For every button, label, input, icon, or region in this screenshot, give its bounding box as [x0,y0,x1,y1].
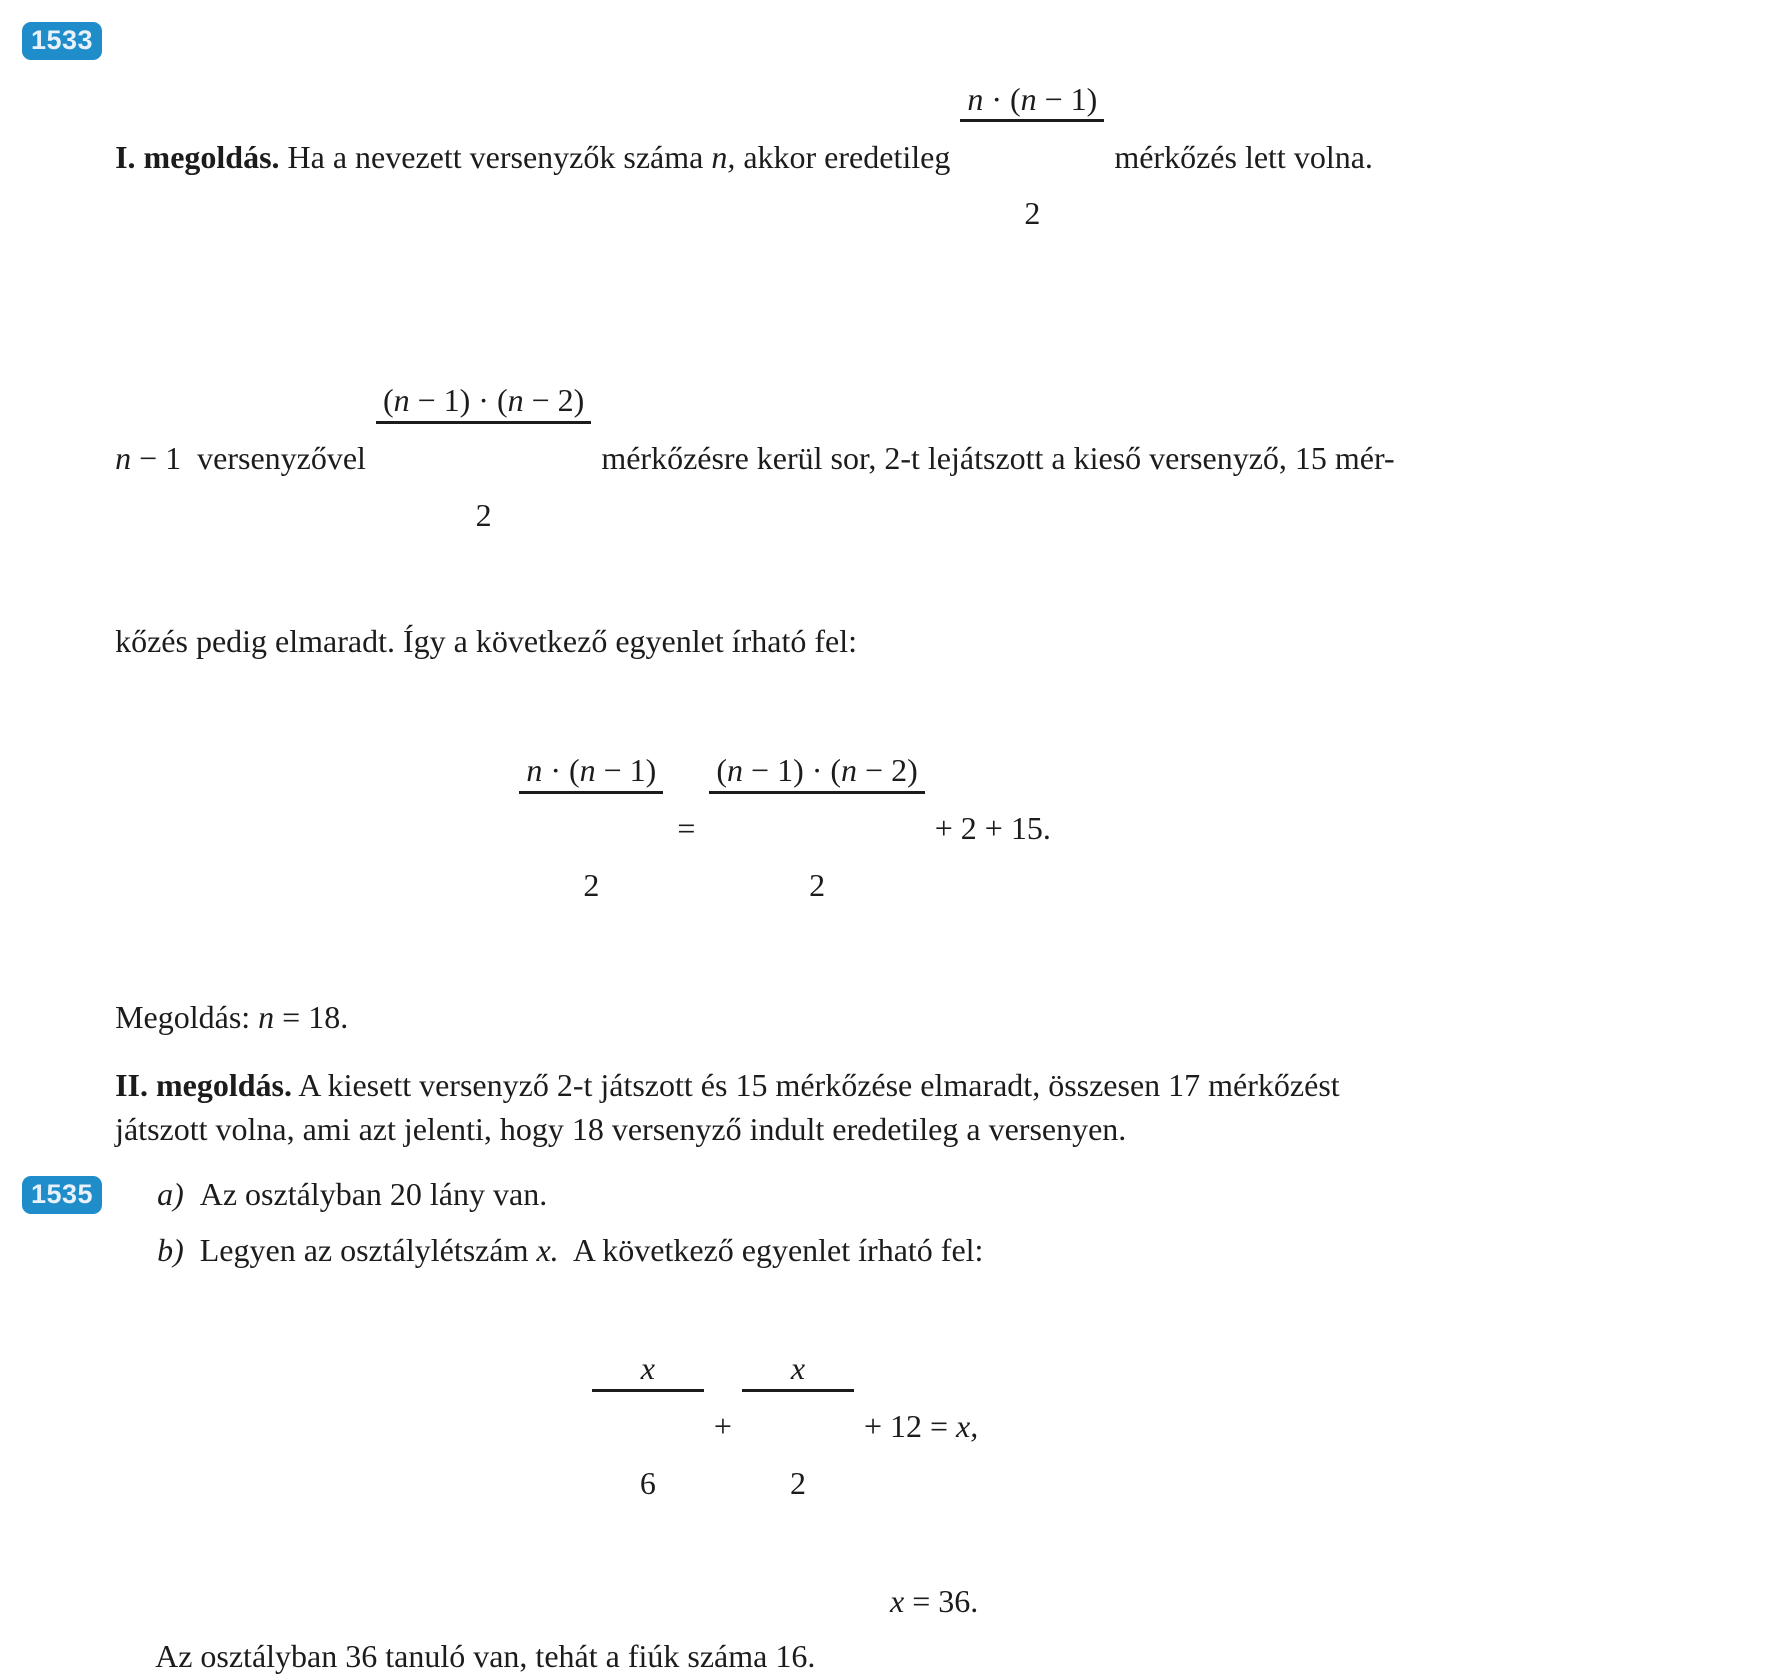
problem-1535-content [115,1172,1735,1678]
equation-tail-text: + 12 = [863,1408,957,1445]
math-var: x [790,1350,806,1387]
math-var-n: n, [711,138,736,175]
fraction-denominator: 2 [583,866,600,903]
math-var: x [640,1350,655,1387]
fraction-denominator: 2 [809,866,826,903]
fraction-denominator: 6 [639,1464,656,1501]
math-text: ( [716,752,728,789]
fraction-lhs [519,681,663,975]
line1-text-1: Ha a nevezett versenyzők száma [279,138,712,175]
math-var: n [526,752,543,789]
math-var: n [967,80,984,117]
item-b-line [157,1228,1735,1272]
result-line [115,995,1735,1039]
fraction-denominator: 2 [789,1464,806,1501]
solution2-text-1: A kiesett versenyző 2-t játszott és 15 mérkőzése elmaradt, összesen 17 mérkőzést [291,1067,1340,1104]
math-var: n [727,752,744,789]
equals-sign: = [677,809,696,846]
closing-line: Az osztályban 36 tanuló van, tehát a fiúk száma 16. [155,1637,816,1674]
math-text: − 1) [1036,80,1098,117]
fraction-numerator [592,1351,704,1392]
solution1-line1 [115,6,1735,308]
solution2-paragraph [115,1063,1735,1151]
math-text: · ( [542,752,580,789]
math-var-x: x [890,1583,905,1620]
plus-sign: + [713,1408,732,1445]
item-a-text: Az osztályban 20 lány van. [199,1175,548,1212]
problem-number-badge: 1533 [22,22,102,60]
item-b-label: b) [157,1231,184,1268]
line1-text-2: akkor eredetileg [735,138,951,175]
math-var-x: x. [536,1231,559,1268]
solution1-line2 [115,308,1735,610]
math-var: n [393,382,410,419]
math-var-n: n [115,440,132,477]
fraction-n-n-minus-1 [960,10,1104,304]
solution1-label: I. megoldás. [115,138,280,175]
math-var-n: n [258,999,275,1036]
item-b-text-2: A következő egyenlet írható fel: [558,1231,984,1268]
math-text: · ( [983,80,1021,117]
math-text: − 1) · ( [409,382,508,419]
math-text: − 1) [595,752,657,789]
math-var: n [579,752,596,789]
fraction-numerator [960,82,1104,123]
fraction-n1-n2 [376,312,591,606]
math-var-x: x, [956,1408,979,1445]
equation-line [115,677,1445,979]
math-text: − 2) [523,382,585,419]
math-text: − 1) · ( [743,752,842,789]
item-a-label: a) [157,1175,184,1212]
equation-result-text: = 36. [904,1583,979,1620]
equation-line-1 [582,1276,978,1578]
problem-1533 [22,6,1735,1152]
equation-group [582,1276,978,1624]
math-text: − 2) [857,752,918,789]
result-text-2: = 18. [274,999,349,1036]
line2-text-1: − 1 versenyzővel [131,440,366,477]
fraction-x-over-6 [592,1280,704,1574]
display-equation-1533 [115,677,1445,979]
fraction-numerator [709,753,924,794]
problem-1533-content [115,6,1735,1152]
fraction-denominator: 2 [475,496,492,533]
fraction-numerator [376,383,591,424]
math-var: n [841,752,858,789]
math-var: n [507,382,524,419]
equation-tail: + 2 + 15. [934,809,1051,846]
fraction-denominator: 2 [1024,195,1041,232]
equation-line-2 [582,1579,978,1623]
display-equation-1535 [115,1276,1445,1624]
solution2-line2: játszott volna, ami azt jelenti, hogy 18 versenyző indult eredetileg a versenyen. [115,1111,1127,1148]
fraction-rhs [709,681,924,975]
item-b-text-1: Legyen az osztálylétszám [199,1231,537,1268]
solution2-label: II. megoldás. [115,1067,292,1104]
solution2-line1 [115,1063,1735,1107]
result-text-1: Megoldás: [115,999,259,1036]
math-text: ( [382,382,394,419]
fraction-x-over-2 [742,1280,854,1574]
line2-text-2: mérkőzésre kerül sor, 2-t lejátszott a kieső versenyző, 15 mér- [601,440,1395,477]
problem-number-badge: 1535 [22,1176,102,1214]
problem-1535 [22,1172,1735,1678]
fraction-numerator [742,1351,854,1392]
math-var: n [1020,80,1037,117]
item-a-line [157,1172,1735,1216]
solution1-line3: kőzés pedig elmaradt. Így a következő egyenlet írható fel: [115,623,857,660]
fraction-numerator [519,753,663,794]
line1-text-3: mérkőzés lett volna. [1114,138,1373,175]
